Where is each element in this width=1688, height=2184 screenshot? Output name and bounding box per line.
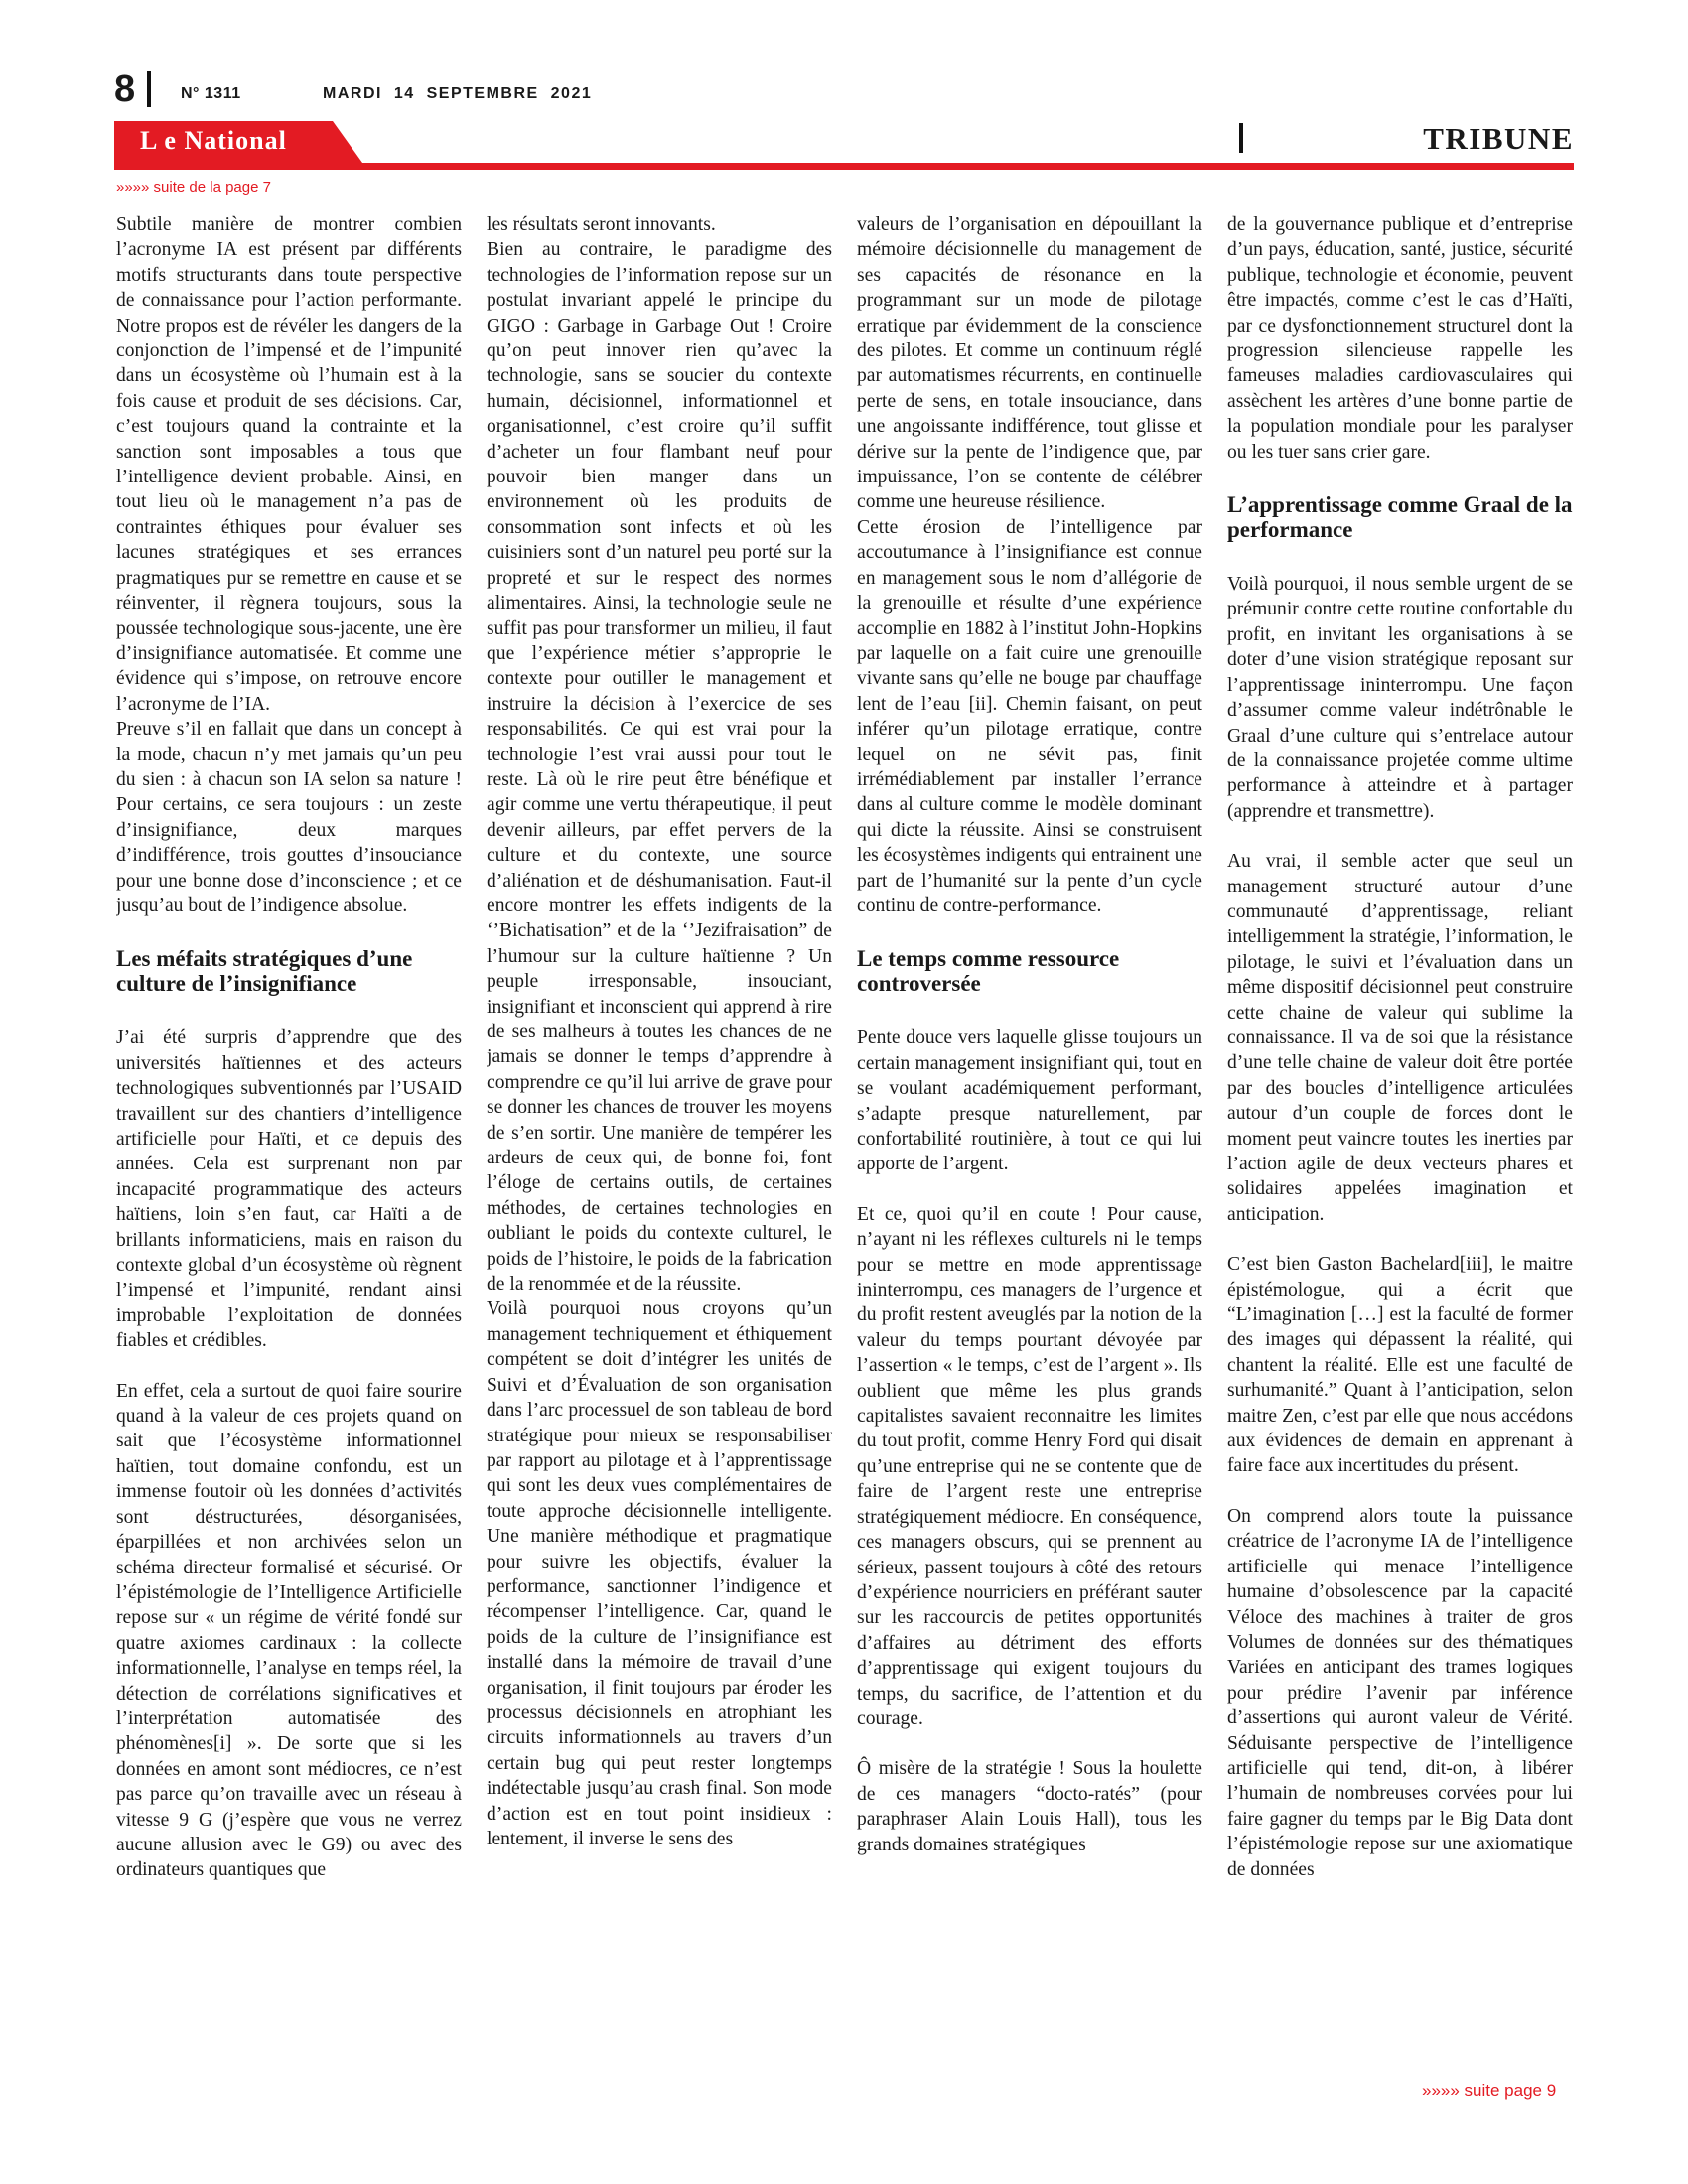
- article-paragraph: Voilà pourquoi nous croyons qu’un management techniquement et éthiquement compétent se doit d’intégrer les unités de Suivi et d’Évaluation de son organisation dans l’arc processuel de son tableau de bord stratégique pour mieux se responsabiliser par rapport au pilotage et à l’apprentissage qui sont les deux vues complémentaires de toute approche décisionnelle intelligente. Une manière méthodique et pragmatique pour suivre les objectifs, évaluer la performance, sanctionner l’indigence et récompenser l’intelligence. Car, quand le poids de la culture de l’insignifiance est installé dans la mémoire de travail d’une organisation, il finit toujours par éroder les processus décisionnels en atrophiant les circuits informationnels au travers d’un certain bug qui peut rester longtemps indétectable jusqu’au crash final. Son mode d’action est en tout point insidieux : lentement, il inverse le sens des: [487, 1298, 832, 1849]
- divider: [1239, 123, 1243, 153]
- article-column-4: [1227, 212, 1573, 2069]
- continued-from: »»»» suite de la page 7: [116, 179, 271, 196]
- masthead: [114, 69, 1574, 109]
- article-paragraph: Subtile manière de montrer combien l’acronyme IA est présent par différents motifs structurants dans toute perspective de connaissance pour l’action performante. Notre propos est de révéler les dangers de la conjonction de l’impensé et de l’impunité dans un écosystème où l’humain est à la fois cause et produit de ses décisions. Car, c’est toujours quand la contrainte et la sanction sont imposables a tous que l’intelligence devient probable. Ainsi, en tout lieu où le management n’a pas de contraintes éthiques pour évaluer ses lacunes stratégiques et ses errances pragmatiques pur se remettre en cause et se réinventer, il règnera toujours, sous la poussée technologique sous-jacente, une ère d’insignifiance automatisée. Et comme une évidence qui s’impose, on retrouve encore l’acronyme de l’IA.: [116, 214, 462, 715]
- banner-rule: [114, 163, 1574, 170]
- section-title: TRIBUNE: [1423, 121, 1574, 156]
- article-paragraph: Et ce, quoi qu’il en coute ! Pour cause, n’ayant ni les réflexes culturels ni le temps pour se mettre en mode apprentissage ininterrompu, ces managers de l’urgence et du profit restent aveuglés par la notion de la valeur du temps pourtant dévoyée par l’assertion « le temps, c’est de l’argent ». Ils oublient que même les plus grands capitalistes savaient reconnaitre les limites du tout profit, comme Henry Ford qui disait qu’une entreprise qui ne se contente que de faire de l’argent reste une entreprise stratégiquement médiocre. En conséquence, ces managers obscurs, qui se prennent au sérieux, passent toujours à côté des retours d’expérience nourriciers en préférant sauter sur les raccourcis de petites opportunités d’affaires au détriment des efforts d’apprentissage qui exigent toujours du temps, du sacrifice, de l’attention et du courage.: [857, 1203, 1202, 1729]
- continued-to: »»»» suite page 9: [1422, 2081, 1557, 2100]
- page-number: 8: [114, 68, 136, 110]
- article-paragraph: Pente douce vers laquelle glisse toujours un certain management insignifiant qui, tout en se voulant académiquement performant, s’adapte presque naturellement, par confortabilité routinière, à tout ce qui lui apporte de l’argent.: [857, 1027, 1202, 1175]
- article-paragraph: C’est bien Gaston Bachelard[iii], le maitre épistémologue, qui a écrit que “L’imagination […] est la faculté de former des images qui dépassent la réalité, qui chantent la réalité. Elle est une faculté de surhumanité.” Quant à l’anticipation, selon maitre Zen, c’est par elle que nous accédons aux évidences de demain en apprenant à faire face aux incertitudes du présent.: [1227, 1254, 1573, 1477]
- article-column-3: [857, 212, 1202, 2069]
- section-banner: [114, 121, 1574, 171]
- article-paragraph: Au vrai, il semble acter que seul un management structuré autour d’une communauté d’apprentissage, reliant intelligemment la stratégie, l’information, le pilotage, le suivi et l’évaluation dans un même dispositif décisionnel peut construire cette chaine de valeur qui sublime la connaissance. Il va de soi que la résistance d’une telle chaine de valeur doit être portée par des boucles d’intelligence articulées autour d’un couple de forces dont le moment peut vaincre toutes les inerties par l’action agile de deux vecteurs phares et solidaires appelées imagination et anticipation.: [1227, 851, 1573, 1225]
- section-heading: L’apprentissage comme Graal de la performance: [1227, 492, 1573, 543]
- issue-date: MARDI 14 SEPTEMBRE 2021: [323, 85, 593, 102]
- article-paragraph: On comprend alors toute la puissance créatrice de l’acronyme IA de l’intelligence artificielle qui menace l’intelligence humaine d’obsolescence par la capacité Véloce des machines à traiter de gros Volumes de données sur des thématiques Variées en anticipant des trames logiques pour prédire l’avenir par inférence d’assertions qui auront valeur de Vérité. Séduisante perspective de l’intelligence artificielle qui tend, dit-on, à libérer l’humain de nombreuses corvées pour lui faire gagner du temps par le Big Data dont l’épistémologie repose sur une axiomatique de données: [1227, 1505, 1573, 1880]
- article-column-1: [116, 212, 462, 2069]
- section-heading: Les méfaits stratégiques d’une culture de l’insignifiance: [116, 946, 413, 997]
- article-paragraph: J’ai été surpris d’apprendre que des universités haïtiennes et des acteurs technologiques subventionnés par l’USAID travaillent sur des chantiers d’intelligence artificielle pour Haïti, et ce depuis des années. Cela est surprenant non par incapacité programmatique des acteurs haïtiens, loin s’en faut, car Haïti a de brillants informaticiens, mais en raison du contexte global d’un écosystème où règnent l’impensé et l’impunité, rendant ainsi improbable l’exploitation de données fiables et crédibles.: [116, 1027, 462, 1352]
- article-paragraph: Cette érosion de l’intelligence par accoutumance à l’insignifiance est connue en management sous le nom d’allégorie de la grenouille et résulte d’une expérience accomplie en 1882 à l’institut John-Hopkins par laquelle on a fait cuire une grenouille vivante sans qu’elle ne bouge par chauffage lent de l’eau [ii]. Chemin faisant, on peut inférer qu’un pilotage erratique, contre lequel on ne sévit pas, finit irrémédiablement par installer l’errance dans al culture comme le modèle dominant qui dicte la réussite. Ainsi se construisent les écosystèmes indigents qui entrainent une part de l’humanité sur la pente d’un cycle continu de contre-performance.: [857, 516, 1202, 916]
- issue-number: N° 1311: [181, 85, 241, 102]
- article-paragraph: les résultats seront innovants.: [487, 214, 716, 235]
- article-column-2: [487, 212, 832, 2069]
- article-paragraph: Bien au contraire, le paradigme des technologies de l’information repose sur un postulat invariant appelé le principe du GIGO : Garbage in Garbage Out ! Croire qu’on peut innover rien qu’avec la technologie, sans se soucier du contexte humain, décisionnel, informationnel et organisationnel, c’est croire qu’il suffit d’acheter un four flambant neuf pour pouvoir bien manger dans un environnement où les produits de consommation sont infects et où les cuisiniers sont d’un naturel peu porté sur la propreté et sur le respect des normes alimentaires. Ainsi, la technologie seule ne suffit pas pour transformer un milieu, il faut que l’expérience métier s’approprie le contexte pour outiller le management et instruire la décision à l’exercice de ses responsabilités. Ce qui est vrai pour la technologie l’est vrai aussi pour tout le reste. Là où le rire peut être bénéfique et agir comme une vertu thérapeutique, il peut devenir ailleurs, par effet pervers de la culture et du contexte, une source d’aliénation et de déshumanisation. Faut-il encore montrer les effets indigents de la ‘’Bichatisation” et de la ‘’Jezifraisation” de l’humour sur la culture haïtienne ? Un peuple irresponsable, insouciant, insignifiant et inconscient qui apprend à rire de ses malheurs à toutes les chances de ne jamais se donner le temps d’apprendre à comprendre ce qu’il lui arrive de grave pour se donner les chances de trouver les moyens de s’en sortir. Une manière de tempérer les ardeurs de ceux qui, de bonne foi, font l’éloge de certains outils, de certaines méthodes, de certaines technologies en oubliant le poids du contexte culturel, le poids de l’histoire, le poids de la fabrication de la renommée et de la réussite.: [487, 239, 832, 1296]
- brand-name: L e National: [140, 126, 287, 155]
- article-paragraph: Voilà pourquoi, il nous semble urgent de se prémunir contre cette routine confortable du profit, en invitant les organisations à se doter d’une vision stratégique reposant sur l’apprentissage ininterrompu. Une façon d’assumer comme valeur indétrônable le Graal d’une culture qui s’entrelace autour de la connaissance projetée comme ultime performance à atteindre et à partager (apprendre et transmettre).: [1227, 574, 1573, 822]
- article-paragraph: Ô misère de la stratégie ! Sous la houlette de ces managers “docto-ratés” (pour paraphraser Alain Louis Hall), tous les grands domaines stratégiques: [857, 1758, 1202, 1855]
- section-heading: Le temps comme ressource controversée: [857, 946, 1120, 997]
- divider: [147, 71, 151, 107]
- article-paragraph: valeurs de l’organisation en dépouillant la mémoire décisionnelle du management de ses capacités de résonance en la programmant sur un mode de pilotage erratique par évidemment de la conscience des pilotes. Et comme un continuum réglé par automatismes récurrents, en continuelle perte de sens, en totale insouciance, dans une angoissante indifférence, tout glisse et dérive sur la pente de l’indigence que, par impuissance, l’on se contente de célébrer comme une heureuse résilience.: [857, 214, 1202, 513]
- article-paragraph: de la gouvernance publique et d’entreprise d’un pays, éducation, santé, justice, sécurité publique, technologie et économie, peuvent être impactés, comme c’est le cas d’Haïti, par ce dysfonctionnement structurel dont la progression silencieuse rappelle les fameuses maladies cardiovasculaires qui assèchent les artères d’une bonne partie de la population mondiale pour les paralyser ou les tuer sans crier gare.: [1227, 214, 1573, 463]
- article-paragraph: En effet, cela a surtout de quoi faire sourire quand à la valeur de ces projets quand on sait que l’écosystème informationnel haïtien, tout domaine confondu, est un immense foutoir où les données d’activités sont déstructurées, désorganisées, éparpillées et non archivées selon un schéma directeur formalisé et sécurisé. Or l’épistémologie de l’Intelligence Artificielle repose sur « un régime de vérité fondé sur quatre axiomes cardinaux : la collecte informationnelle, l’analyse en temps réel, la détection de corrélations significatives et l’interprétation automatisée des phénomènes[i] ». De sorte que si les données en amont sont médiocres, ce n’est pas parce qu’on travaille avec un réseau à vitesse 9 G (j’espère que vous ne verrez aucune allusion avec le G9) ou avec des ordinateurs quantiques que: [116, 1380, 462, 1881]
- article-paragraph: Preuve s’il en fallait que dans un concept à la mode, chacun n’y met jamais qu’un peu du sien : à chacun son IA selon sa nature ! Pour certains, ce sera toujours : un zeste d’insignifiance, deux marques d’indifférence, trois gouttes d’insouciance pour une bonne dose d’inconscience ; et ce jusqu’au bout de l’indigence absolue.: [116, 719, 462, 916]
